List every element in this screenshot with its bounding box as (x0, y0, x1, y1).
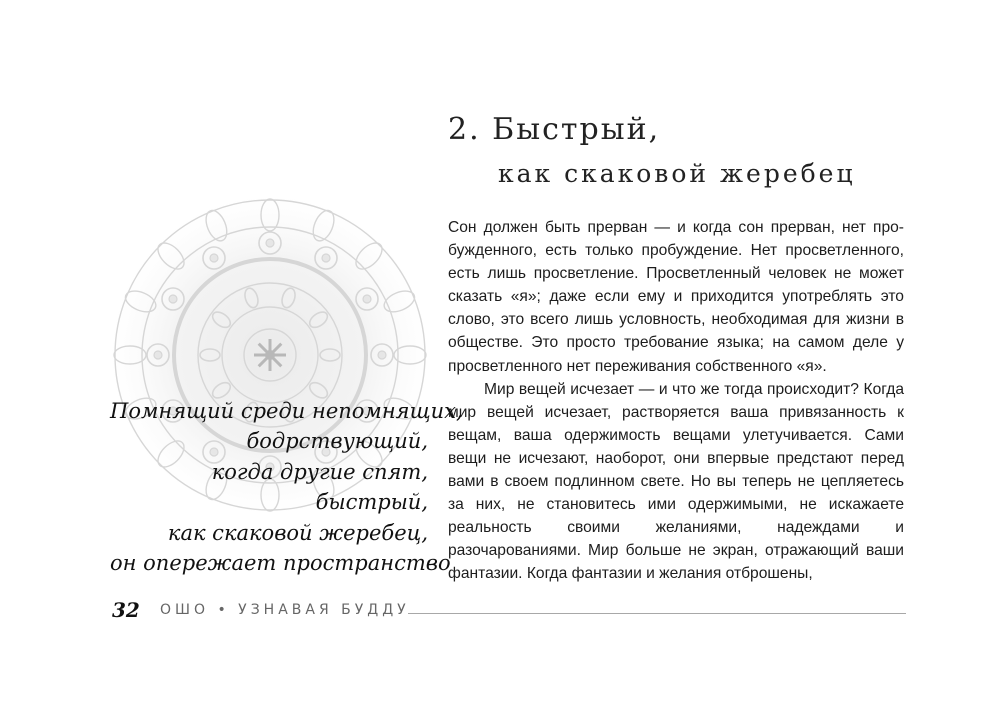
body-text (448, 216, 904, 586)
verse-line: когда другие спят, (211, 459, 428, 484)
verse-line: он опережает пространство (110, 551, 451, 576)
epigraph-verse (110, 396, 463, 578)
paragraph: Мир вещей исчезает — и что же тогда происходит? Когда мир вещей исчезает, растворяется ваша привязанность к вещам, ваша одержимость вещами улетучивается. Сами вещи не исчезают, наоборот, они впервые предстают перед вами в своем подлинном свете. Но вы теперь не цепляетесь за них, не становитесь ими одержимыми, не искажаете реальность своими желаниями, надеждами и разочарованиями. Мир больше не экран, отражающий ваши фантазии. Когда фантазии и желания отброшены, (448, 380, 904, 583)
chapter-number: 2. (448, 112, 481, 147)
page-number: 32 (112, 598, 140, 622)
verse-line: Помнящий среди непомнящих, (110, 399, 463, 423)
chapter-title-line-1: Быстрый, (492, 112, 661, 147)
running-head: ОШО • УЗНАВАЯ БУДДУ (160, 602, 410, 618)
chapter-title (448, 108, 918, 196)
footer-rule (408, 613, 906, 614)
verse-line: бодрствующий, (246, 429, 428, 454)
paragraph: Сон должен быть прерван — и когда сон прерван, нет пробужденного, есть только пробуждение. Нет просветленного, есть лишь просветление. Просветленный человек не может сказать «я»; даже если ему и приходится употреблять это слово, это всего лишь условность, необходимая для жизни в обществе. Это просто требование языка; на самом деле у просветленного нет переживания собственного «я». (448, 219, 904, 375)
verse-line: как скаковой жеребец, (167, 520, 428, 545)
verse-line: быстрый, (315, 490, 428, 515)
page-footer (112, 598, 906, 624)
chapter-title-line-2: как скаковой жеребец (498, 159, 856, 188)
